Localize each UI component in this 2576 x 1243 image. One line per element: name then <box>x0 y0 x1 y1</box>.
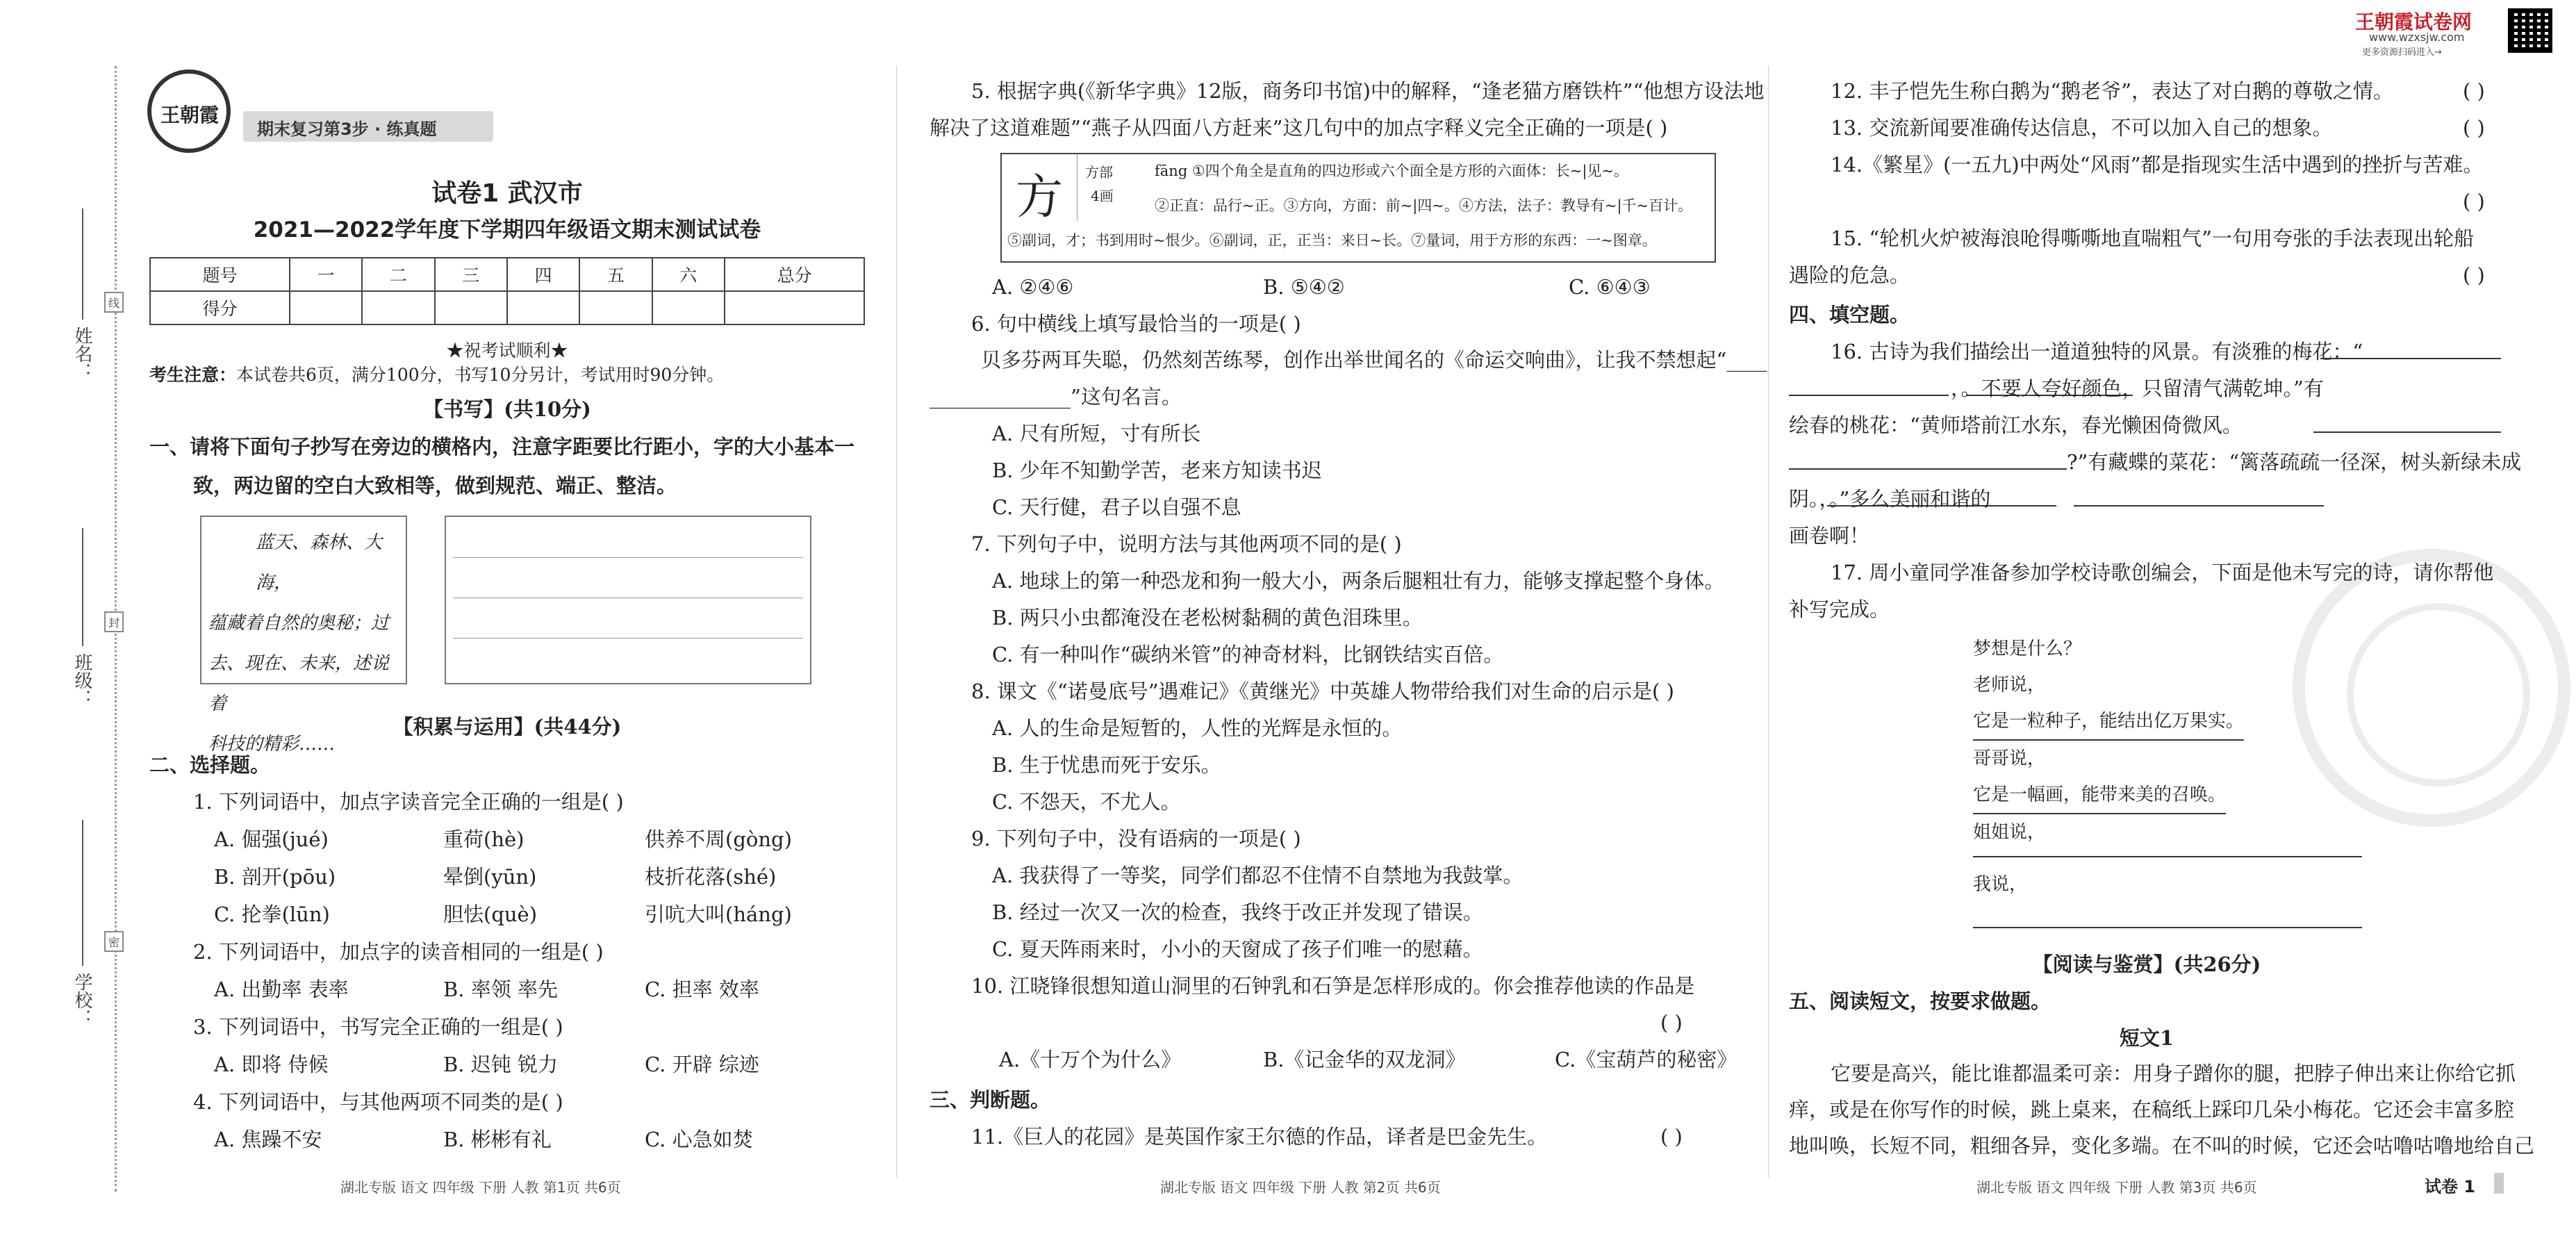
q7-stem: 7. 下列句子中，说明方法与其他两项不同的是( ) <box>971 532 1402 556</box>
brand-name: 王朝霞试卷网 <box>2355 10 2472 33</box>
q11-answer-paren[interactable]: ( ) <box>1660 1125 1683 1149</box>
score-cell[interactable] <box>362 291 434 324</box>
q1-option: 枝折花落(shé) <box>645 865 777 889</box>
poem-line: 哥哥说， <box>1973 748 2046 769</box>
q16-blank-1[interactable] <box>2320 358 2501 359</box>
q1-option: 重荷(hè) <box>443 828 525 851</box>
q14-answer-paren[interactable]: ( ) <box>2463 190 2485 213</box>
name-field[interactable] <box>82 208 83 320</box>
poem-blank-2[interactable] <box>1973 927 2362 928</box>
q15-answer-paren[interactable]: ( ) <box>2463 263 2485 287</box>
passage-line2: 痒，或是在你写作的时候，跳上桌来，在稿纸上踩印几朵小梅花。它还会丰富多腔 <box>1789 1098 2515 1121</box>
poem-line: 姐姐说， <box>1973 822 2046 843</box>
q5-stem-line1: 5. 根据字典(《新华字典》12版，商务印书馆)中的解释，“逢老猫方磨铁杵”“他想方设法地 <box>971 79 1765 103</box>
q8-option: B. 生于忧患而死于安乐。 <box>992 753 1221 777</box>
binding-margin <box>0 0 122 1243</box>
poem <box>1973 631 2244 850</box>
reading-heading: 【阅读与鉴赏】(共26分) <box>2032 953 2261 976</box>
poem-blank-1[interactable] <box>1973 856 2362 857</box>
binding-mark-seal: 封 <box>104 611 124 632</box>
q10-stem: 10. 江晓锋很想知道山洞里的石钟乳和石笋是怎样形成的。你会推荐他读的作品是 <box>971 974 1695 998</box>
score-table <box>149 257 865 325</box>
q1-option: 引吭大叫(háng) <box>645 903 792 926</box>
school-label: 学校： <box>72 973 92 1027</box>
q7-option: B. 两只小虫都淹没在老松树黏稠的黄色泪珠里。 <box>992 606 1423 629</box>
score-row-label: 得分 <box>150 291 290 324</box>
passage-line1: 它要是高兴，能比谁都温柔可亲：用身子蹭你的腿，把脖子伸出来让你给它抓 <box>1831 1062 2516 1085</box>
q16-blank-5[interactable] <box>1789 468 2067 470</box>
page-footer: 湖北专版 语文 四年级 下册 人教 第3页 共6页 <box>1976 1179 2257 1196</box>
q5-stem-line2: 解决了这道难题”“燕子从四面八方赶来”这几句中的加点字释义完全正确的一项是( ) <box>930 116 1668 140</box>
q2-option: C. 担率 效率 <box>645 978 759 1001</box>
class-label: 班级： <box>72 653 92 707</box>
q11-stem: 11.《巨人的花园》是英国作家王尔德的作品，译者是巴金先生。 <box>971 1125 1548 1149</box>
q6-line1: 贝多芬两耳失聪，仍然刻苦练琴，创作出举世闻名的《命运交响曲》，让我不禁想起“____ <box>981 348 1767 372</box>
q6-line2: ______________”这句名言。 <box>930 385 1182 409</box>
score-header-cell: 五 <box>579 258 652 291</box>
dict-line1: fāng ①四个角全是直角的四边形或六个面全是方形的六面体：长~|见~。 <box>1155 163 1629 179</box>
page-footer: 湖北专版 语文 四年级 下册 人教 第1页 共6页 <box>340 1179 621 1196</box>
score-header-cell: 三 <box>435 258 507 291</box>
q15-line1: 15. “轮机火炉被海浪呛得嘶嘶地直喘粗气”一句用夸张的手法表现出轮船 <box>1831 227 2474 250</box>
part3-heading: 三、判断题。 <box>930 1088 1051 1112</box>
score-cell[interactable] <box>507 291 579 324</box>
copy-source-box <box>200 516 407 755</box>
q6-option: A. 尺有所短，寸有所长 <box>992 422 1201 445</box>
paper-tag-bar <box>2494 1173 2504 1194</box>
qr-code-icon[interactable] <box>2508 8 2552 53</box>
q3-stem: 3. 下列词语中，书写完全正确的一组是( ) <box>193 1015 563 1039</box>
q17-line2: 补写完成。 <box>1789 598 1890 621</box>
writing-heading: 【书写】(共10分) <box>423 397 591 421</box>
part4-heading: 四、填空题。 <box>1789 303 1910 327</box>
q6-option: C. 天行健，君子以自强不息 <box>992 495 1241 519</box>
q16-line2: ，。不要人夸好颜色，只留清气满乾坤。”有 <box>1951 377 2324 400</box>
school-field[interactable] <box>82 820 83 966</box>
score-table-score-row <box>150 291 864 324</box>
q14-stem: 14.《繁星》(一五九)中两处“风雨”都是指现实生活中遇到的挫折与苦难。 <box>1831 153 2484 176</box>
part5-heading: 五、阅读短文，按要求做题。 <box>1789 989 2051 1013</box>
writing-instruction-line1: 一、请将下面句子抄写在旁边的横格内，注意字距要比行距小，字的大小基本一 <box>149 435 855 459</box>
q4-option: A. 焦躁不安 <box>214 1128 322 1151</box>
brand-url[interactable]: www.wzxsjw.com <box>2369 31 2465 44</box>
q10-answer-paren[interactable]: ( ) <box>1660 1011 1683 1035</box>
page-footer: 湖北专版 语文 四年级 下册 人教 第2页 共6页 <box>1160 1179 1441 1196</box>
name-label: 姓名： <box>72 327 92 381</box>
dict-line2: ②正直：品行~正。③方向，方面：前~|四~。④方法，法子：教导有~|千~百计。 <box>1155 197 1693 214</box>
q2-stem: 2. 下列词语中，加点字的读音相同的一组是( ) <box>193 940 604 964</box>
poem-line: 老师说， <box>1973 675 2046 695</box>
q16-line6: 画卷啊！ <box>1789 524 1870 548</box>
score-header-cell: 题号 <box>150 258 290 291</box>
dict-divider <box>1077 154 1078 221</box>
logo-badge <box>147 69 231 153</box>
copy-line: 蕴藏着自然的奥秘；过 <box>208 613 390 634</box>
q8-option: A. 人的生命是短暂的，人性的光辉是永恒的。 <box>992 716 1403 740</box>
paper-tag: 试卷 1 <box>2425 1177 2476 1196</box>
dictionary-entry-box <box>1000 153 1716 263</box>
apply-heading: 【积累与运用】(共44分) <box>393 715 622 739</box>
q6-stem: 6. 句中横线上填写最恰当的一项是( ) <box>971 312 1301 336</box>
q16-blank-7[interactable] <box>2074 505 2324 507</box>
q4-option: C. 心急如焚 <box>645 1128 753 1151</box>
q5-option: A. ②④⑥ <box>992 275 1074 299</box>
q1-option: 供养不周(gòng) <box>645 828 792 851</box>
q16-line1: 16. 古诗为我们描绘出一道道独特的风景。有淡雅的梅花：“ <box>1831 340 2363 363</box>
watermark-seal-icon <box>2293 549 2570 827</box>
exam-subtitle: 2021—2022学年度下学期四年级语文期末测试试卷 <box>253 217 761 242</box>
score-header-cell: 六 <box>652 258 725 291</box>
q5-option: C. ⑥④③ <box>1569 275 1651 299</box>
q6-option: B. 少年不知勤学苦，老来方知读书迟 <box>992 459 1322 482</box>
q1-option: 胆怯(què) <box>443 903 538 926</box>
phase-banner <box>243 111 493 142</box>
q16-line5: 阴。，。”多么美丽和谐的 <box>1789 487 1991 511</box>
score-header-cell: 一 <box>290 258 362 291</box>
score-cell[interactable] <box>579 291 652 324</box>
logo-text: 王朝霞 <box>160 104 219 126</box>
q2-option: A. 出勤率 表率 <box>214 978 349 1001</box>
dict-radical: 方部 <box>1085 164 1113 181</box>
score-header-cell: 二 <box>362 258 434 291</box>
poem-line: 梦想是什么？ <box>1973 639 2082 659</box>
exam-wish: ★祝考试顺利★ <box>446 340 568 361</box>
q9-stem: 9. 下列句子中，没有语病的一项是( ) <box>971 827 1301 850</box>
phase-banner-text: 期末复习第3步 · 练真题 <box>257 120 437 139</box>
q13-answer-paren[interactable]: ( ) <box>2463 116 2485 140</box>
writing-instruction-line2: 致，两边留的空白大致相等，做到规范、端正、整洁。 <box>193 474 677 497</box>
score-table-header-row <box>150 258 864 291</box>
q4-option: B. 彬彬有礼 <box>443 1128 552 1151</box>
q9-option: C. 夏天阵雨来时，小小的天窗成了孩子们唯一的慰藉。 <box>992 937 1483 961</box>
class-field[interactable] <box>82 528 83 646</box>
score-cell[interactable] <box>290 291 362 324</box>
q1-stem: 1. 下列词语中，加点字读音完全正确的一组是( ) <box>193 790 624 814</box>
q12-answer-paren[interactable]: ( ) <box>2463 79 2485 103</box>
q3-option: A. 即将 侍候 <box>214 1053 329 1076</box>
q10-option: A.《十万个为什么》 <box>999 1048 1182 1071</box>
q8-option: C. 不怨天，不尤人。 <box>992 790 1181 814</box>
score-cell[interactable] <box>725 291 864 324</box>
q1-option: 晕倒(yūn) <box>443 865 537 889</box>
poem-line: 它是一粒种子，能结出亿万果实。 <box>1973 703 2244 741</box>
copy-line: 蓝天、森林、大海， <box>256 532 383 593</box>
dict-line3: ⑤副词，才；书到用时~恨少。⑥副词，正，正当：来日~长。⑦量词，用于方形的东西：一~图章。 <box>1007 232 1657 249</box>
page-divider <box>896 66 897 1178</box>
q1-option: B. 剖开(pōu) <box>214 865 336 889</box>
copy-line: 去、现在、未来，述说着 <box>208 653 390 714</box>
q16-blank-4[interactable] <box>2313 431 2501 433</box>
q2-option: B. 率领 率先 <box>443 978 558 1001</box>
q9-option: B. 经过一次又一次的检查，我终于改正并发现了错误。 <box>992 900 1483 924</box>
q12-stem: 12. 丰子恺先生称白鹅为“鹅老爷”，表达了对白鹅的尊敬之情。 <box>1831 79 2393 103</box>
q3-option: B. 迟钝 锐力 <box>443 1053 558 1076</box>
q4-stem: 4. 下列词语中，与其他两项不同类的是( ) <box>193 1090 563 1114</box>
q1-option: C. 抡拳(lūn) <box>214 903 330 926</box>
q16-line4: ?”有藏蝶的菜花：“篱落疏疏一径深，树头新绿未成 <box>2067 450 2522 474</box>
q3-option: C. 开辟 综迹 <box>645 1053 759 1076</box>
notice-text: 本试卷共6页，满分100分，书写10分另计，考试用时90分钟。 <box>236 365 725 385</box>
dict-strokes: 4画 <box>1091 188 1114 204</box>
q1-option: A. 倔强(jué) <box>214 828 329 851</box>
q10-option: C.《宝葫芦的秘密》 <box>1555 1048 1737 1071</box>
q13-stem: 13. 交流新闻要准确传达信息，不可以加入自己的想象。 <box>1831 116 2333 140</box>
score-cell[interactable] <box>652 291 725 324</box>
q10-option: B.《记金华的双龙洞》 <box>1263 1048 1466 1071</box>
q16-blank-2[interactable] <box>1789 395 1949 396</box>
poem-line: 它是一幅画，能带来美的召唤。 <box>1973 777 2226 814</box>
q16-line3: 绘春的桃花：“黄师塔前江水东，春光懒困倚微风。 <box>1789 413 2243 437</box>
notice-label: 考生注意： <box>149 365 237 385</box>
q15-line2: 遇险的危急。 <box>1789 263 1910 287</box>
score-header-cell: 四 <box>507 258 579 291</box>
poem-line: 我说， <box>1973 874 2028 895</box>
binding-mark-secret: 密 <box>104 931 124 952</box>
q5-option: B. ⑤④② <box>1263 275 1345 299</box>
passage-line3: 地叫唤，长短不同，粗细各异，变化多端。在不叫的时候，它还会咕噜咕噜地给自己 <box>1789 1134 2535 1158</box>
exam-title: 试卷1 武汉市 <box>431 179 583 208</box>
page-divider <box>1768 66 1769 1178</box>
q17-line1: 17. 周小童同学准备参加学校诗歌创编会，下面是他未写完的诗，请你帮他 <box>1831 561 2494 584</box>
passage-title: 短文1 <box>2119 1026 2174 1050</box>
copy-line: 科技的精彩…… <box>208 734 336 755</box>
score-cell[interactable] <box>435 291 507 324</box>
q7-option: A. 地球上的第一种恐龙和狗一般大小，两条后腿粗壮有力，能够支撑起整个身体。 <box>992 569 1725 593</box>
q8-stem: 8. 课文《“诺曼底号”遇难记》《黄继光》中英雄人物带给我们对生命的启示是( ) <box>971 680 1674 703</box>
copy-answer-box[interactable] <box>445 516 811 684</box>
part2-heading: 二、选择题。 <box>149 753 271 777</box>
brand-tagline: 更多资源扫码进入→ <box>2362 47 2442 58</box>
q7-option: C. 有一种叫作“碳纳米管”的神奇材料，比钢铁结实百倍。 <box>992 643 1504 666</box>
dict-character: 方 <box>1016 170 1064 225</box>
binding-mark-line: 线 <box>104 292 124 313</box>
score-header-cell: 总分 <box>725 258 864 291</box>
exam-notice <box>149 361 724 386</box>
q9-option: A. 我获得了一等奖，同学们都忍不住情不自禁地为我鼓掌。 <box>992 864 1524 887</box>
